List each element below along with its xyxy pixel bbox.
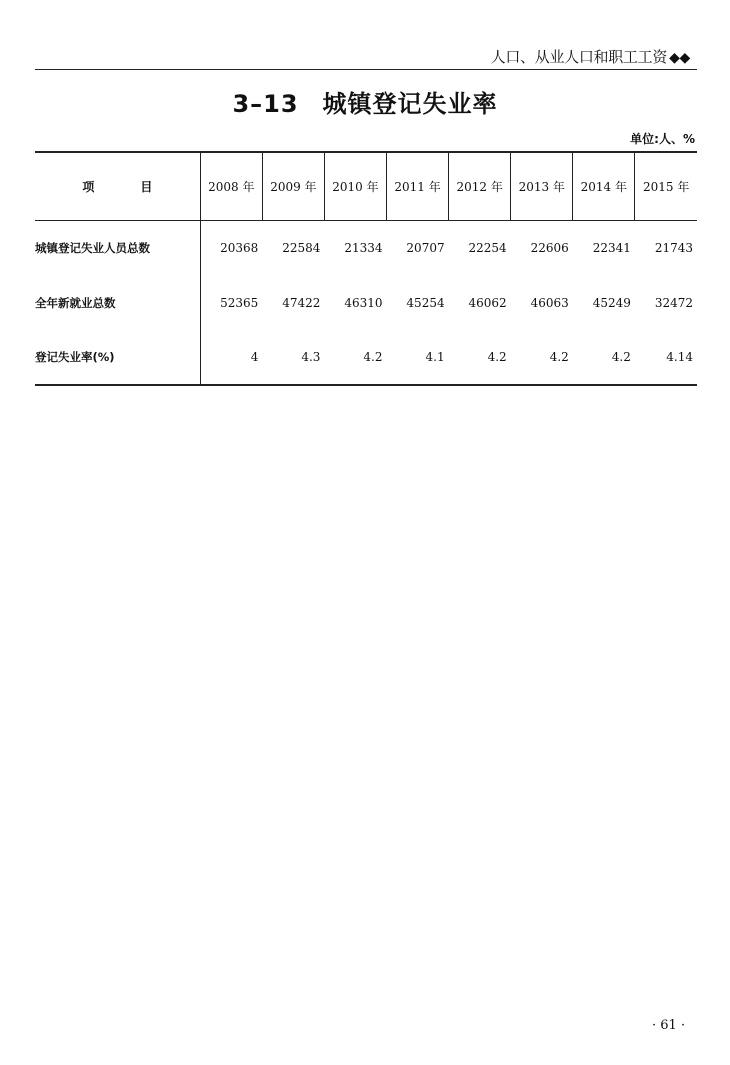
table-cell: 22254 <box>468 240 507 255</box>
table-cell: 46062 <box>468 295 507 310</box>
year-header: 2008 年 <box>200 152 262 220</box>
table-cell: 4.14 <box>635 330 697 385</box>
table-row <box>35 220 697 275</box>
table-row <box>35 275 697 330</box>
table-cell: 45249 <box>592 295 631 310</box>
table-cell: 4.2 <box>511 330 573 385</box>
table-row <box>35 330 697 385</box>
table-cell: 4 <box>200 330 262 385</box>
table-cell: 20368 <box>200 220 262 275</box>
table-cell: 46310 <box>344 295 383 310</box>
table-header-row <box>35 152 697 220</box>
table-cell: 52365 <box>200 275 262 330</box>
running-header-text: 人口、从业人口和职工工资 <box>490 48 668 66</box>
table-cell: 22584 <box>282 240 321 255</box>
year-header: 2015 年 <box>635 152 697 220</box>
table-cell: 47422 <box>282 295 321 310</box>
table-cell: 45254 <box>406 295 445 310</box>
table-number: 3–13 <box>232 90 299 118</box>
data-table <box>35 151 697 386</box>
table-cell: 46063 <box>530 295 569 310</box>
page-number: · 61 · <box>652 1018 686 1033</box>
header-rule <box>35 69 697 70</box>
item-header-char-2: 目 <box>140 179 153 194</box>
table-cell: 22341 <box>592 240 631 255</box>
table-cell: 4.3 <box>262 330 324 385</box>
year-header: 2012 年 <box>449 152 511 220</box>
page-title <box>0 84 730 119</box>
table-cell: 22606 <box>530 240 569 255</box>
year-header: 2014 年 <box>573 152 635 220</box>
table-cell: 4.1 <box>387 330 449 385</box>
running-header <box>491 46 690 67</box>
year-header: 2010 年 <box>324 152 386 220</box>
item-header-char-1: 项 <box>82 179 95 194</box>
year-header: 2013 年 <box>511 152 573 220</box>
table-cell: 4.2 <box>324 330 386 385</box>
year-header: 2011 年 <box>387 152 449 220</box>
row-label: 城镇登记失业人员总数 <box>35 240 150 255</box>
row-label: 全年新就业总数 <box>35 295 116 310</box>
table-cell: 21334 <box>344 240 383 255</box>
item-column-header <box>35 152 200 220</box>
unit-label: 单位:人、% <box>630 132 695 146</box>
table-cell: 20707 <box>406 240 445 255</box>
table-cell: 4.2 <box>573 330 635 385</box>
table-cell: 4.2 <box>449 330 511 385</box>
table-cell: 21743 <box>654 240 693 255</box>
diamond-marks-icon: ◆◆ <box>669 50 690 66</box>
table-title: 城镇登记失业率 <box>322 90 498 118</box>
table-cell: 32472 <box>654 295 693 310</box>
row-label: 登记失业率(%) <box>35 330 200 385</box>
year-header: 2009 年 <box>262 152 324 220</box>
